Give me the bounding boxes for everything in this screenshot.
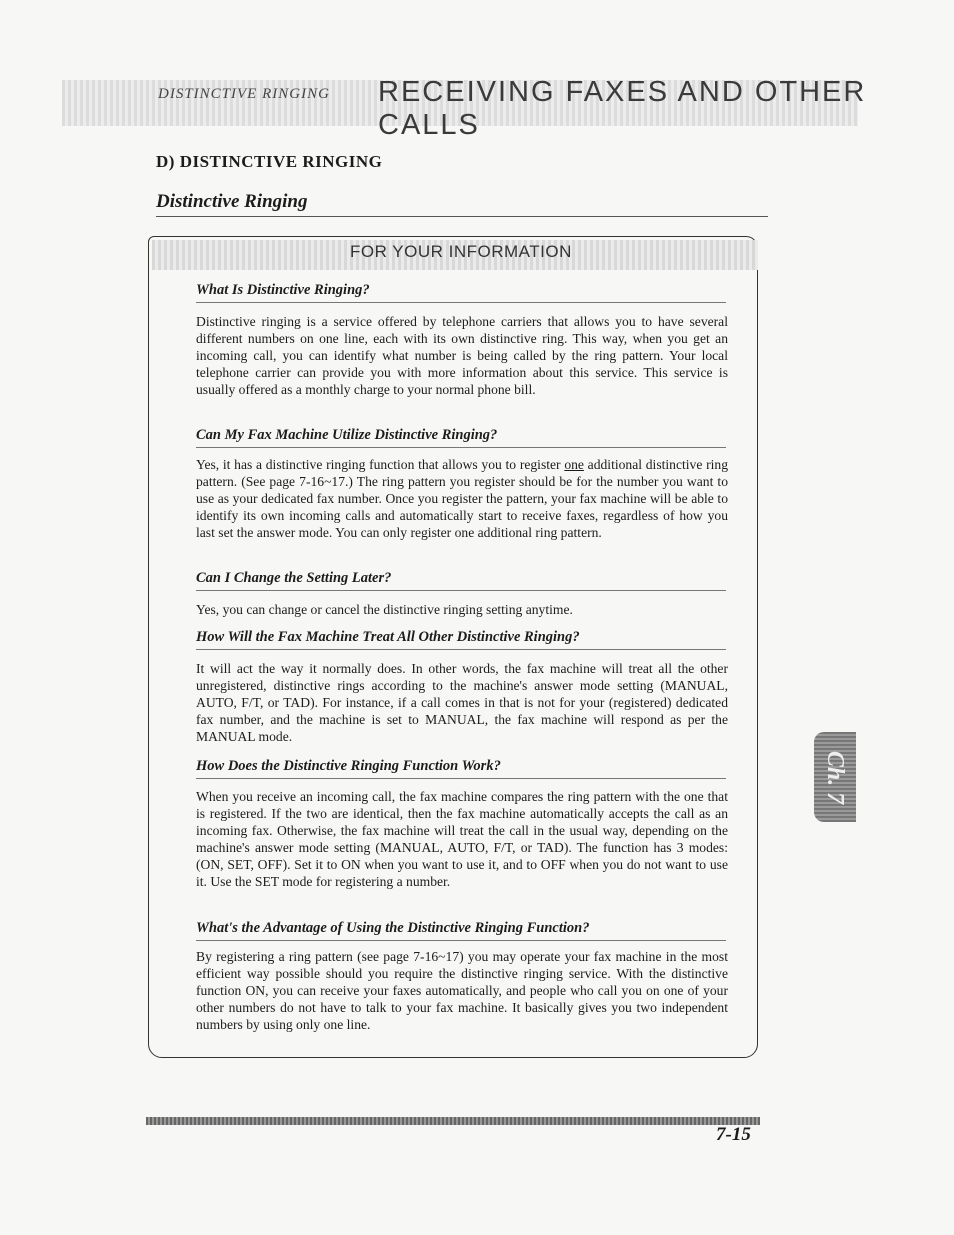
subsection-title: Distinctive Ringing	[156, 191, 308, 212]
section-title: D) DISTINCTIVE RINGING	[156, 152, 383, 171]
answer-text: additional distinctive ring pattern. (See page 7-16~17.) The ring pattern you register should be for the number you want to use as your dedicated fax number. Once you register the pattern, your fax machine will be able to identify its own incoming calls and automatically start to receive faxes, regardless of how you last set the answer mode. You can only register one additional ring pattern.	[196, 457, 728, 540]
info-box-heading: FOR YOUR INFORMATION	[350, 242, 572, 261]
question-heading: What's the Advantage of Using the Distinctive Ringing Function?	[196, 920, 726, 941]
question-heading: How Does the Distinctive Ringing Function Work?	[196, 758, 726, 779]
answer-paragraph: Distinctive ringing is a service offered by telephone carriers that allows you to have several different numbers on one line, each with its own distinctive ring. This way, when you get an incoming call, you can identify what number is being called by the ring pattern. Your local telephone carrier can provide you with more information about this service. This service is usually offered as a monthly charge to your normal phone bill.	[196, 314, 728, 397]
answer-paragraph: It will act the way it normally does. In other words, the fax machine will treat all the other unregistered, distinctive rings according to the machine's answer mode setting (MANUAL, AUTO, F/T, or TAD). For instance, if a call comes in that is not for your (registered) dedicated fax number, and the machine is set to MANUAL, the fax machine will respond as per the MANUAL mode.	[196, 661, 728, 744]
answer-text: Yes, it has a distinctive ringing function that allows you to register	[196, 457, 565, 472]
question-heading: Can I Change the Setting Later?	[196, 570, 726, 591]
footer-rule	[146, 1117, 760, 1125]
question-heading: What Is Distinctive Ringing?	[196, 282, 726, 303]
question-heading: How Will the Fax Machine Treat All Other Distinctive Ringing?	[196, 629, 726, 650]
chapter-tab	[814, 732, 856, 822]
running-header-title: RECEIVING FAXES AND OTHER CALLS	[378, 76, 867, 141]
answer-emphasis: one	[564, 457, 584, 472]
question-heading: Can My Fax Machine Utilize Distinctive Ringing?	[196, 427, 726, 448]
answer-paragraph: Yes, you can change or cancel the distinctive ringing setting anytime.	[196, 602, 573, 617]
chapter-tab-label: Ch. 7	[822, 750, 849, 804]
running-header-left: DISTINCTIVE RINGING	[158, 86, 330, 102]
answer-paragraph: By registering a ring pattern (see page 7-16~17) you may operate your fax machine in the most efficient way possible should you require the distinctive ringing service. With the distinctive function ON, you can receive your faxes automatically, and people who call you on one of your other numbers do not have to talk to your fax machine. It basically gives you two independent numbers by using only one line.	[196, 949, 728, 1032]
subsection-rule	[156, 216, 768, 217]
page-number: 7-15	[716, 1124, 751, 1145]
answer-paragraph: When you receive an incoming call, the fax machine compares the ring pattern with the one that is registered. If the two are identical, then the fax machine automatically accepts the call as an incoming fax. Otherwise, the fax machine will treat the call in the usual way, depending on the machine's answer mode setting (MANUAL, AUTO, F/T, or TAD). The function has 3 modes: (ON, SET, OFF). Set it to ON when you want to use it, and to OFF when you do not want to use it. Use the SET mode for registering a number.	[196, 789, 728, 889]
answer-paragraph	[196, 456, 728, 541]
